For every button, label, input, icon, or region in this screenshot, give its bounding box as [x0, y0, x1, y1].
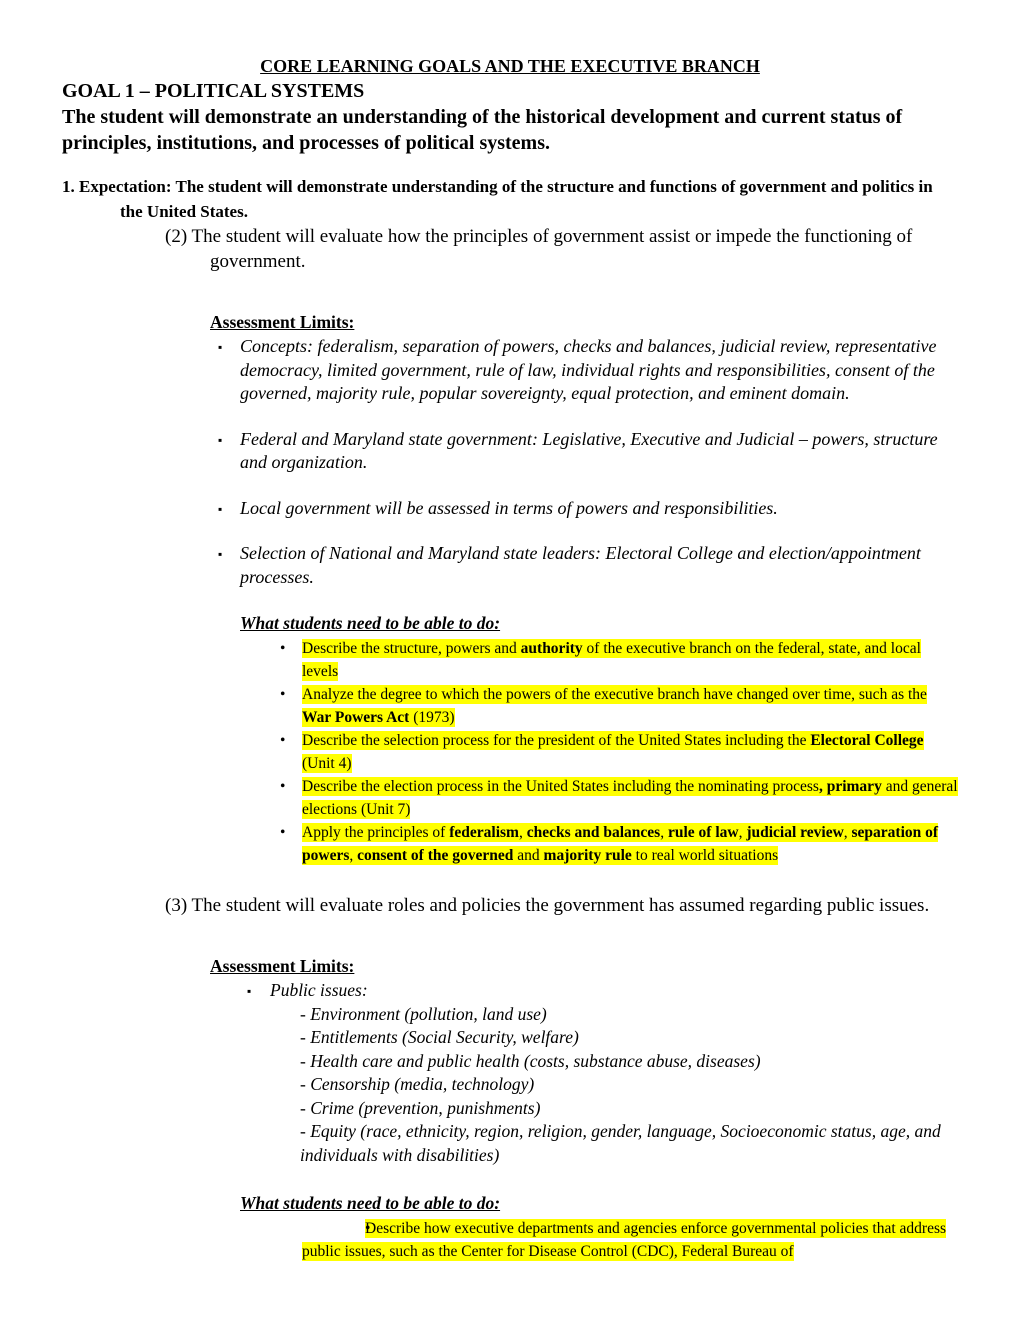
list-item: • Describe the election process in the United States including the nominating process, primary and general elections (Unit 7) [278, 776, 958, 821]
objective-3-paragraph: (3) The student will evaluate roles and policies the government has assumed regarding public issues. [165, 895, 930, 916]
list-item: • Describe the selection process for the president of the United States including the Electoral College (Unit 4) [278, 730, 958, 775]
skills-heading-2: What students need to be able to do: [240, 1193, 501, 1213]
list-item: - Crime (prevention, punishments) [300, 1097, 541, 1118]
list-item: • Analyze the degree to which the powers of the executive branch have changed over time, such as the War Powers Act (1973) [278, 684, 958, 729]
skills-list-2 [302, 1218, 958, 1263]
list-item: • Describe the structure, powers and authority of the executive branch on the federal, state, and local levels [278, 638, 958, 683]
list-item: - Censorship (media, technology) [300, 1074, 535, 1094]
list-item: - Equity (race, ethnicity, region, religion, gender, language, Socioeconomic status, age, and individuals with disabilities) [300, 1121, 941, 1165]
list-item: ▪ Local government will be assessed in terms of powers and responsibilities. [218, 497, 958, 521]
assessment-limits-list-1 [218, 335, 958, 589]
list-item: • Apply the principles of federalism, checks and balances, rule of law, judicial review, separation of powers, consent of the governed and majority rule to real world situations [278, 822, 958, 867]
list-item: • Describe how executive departments and agencies enforce governmental policies that address public issues, such as the Center for Disease Control (CDC), Federal Bureau of [302, 1218, 958, 1263]
goal-description: The student will demonstrate an understanding of the historical development and current status of principles, institutions, and processes of political systems. [62, 106, 903, 154]
objective-2-paragraph: (2) The student will evaluate how the principles of government assist or impede the functioning of government. [165, 226, 913, 272]
document-title: CORE LEARNING GOALS AND THE EXECUTIVE BRANCH [260, 56, 760, 76]
list-item: - Health care and public health (costs, substance abuse, diseases) [300, 1050, 761, 1071]
list-item: - Environment (pollution, land use) [300, 1003, 547, 1024]
public-issues-list [300, 1003, 958, 1168]
list-item: ▪ Concepts: federalism, separation of powers, checks and balances, judicial review, representative democracy, limited government, rule of law, individual rights and responsibilities, consent of the governed, majority rule, popular sovereignty, equal protection, and eminent domain. [218, 335, 958, 406]
public-issues-item: ▪ Public issues: [247, 979, 958, 1003]
goal-heading: GOAL 1 – POLITICAL SYSTEMS [62, 80, 365, 102]
skills-heading-1: What students need to be able to do: [240, 613, 501, 633]
assessment-limits-heading-1: Assessment Limits: [210, 312, 355, 332]
list-item: ▪ Selection of National and Maryland state leaders: Electoral College and election/appointment processes. [218, 542, 958, 589]
skills-list-1 [278, 638, 958, 867]
list-item: - Entitlements (Social Security, welfare) [300, 1027, 579, 1047]
assessment-limits-heading-2: Assessment Limits: [210, 956, 355, 976]
expectation-paragraph: 1. Expectation: The student will demonstrate understanding of the structure and functions of government and politics in the United States. [62, 177, 933, 221]
list-item: ▪ Federal and Maryland state government: Legislative, Executive and Judicial – powers, structure and organization. [218, 428, 958, 475]
